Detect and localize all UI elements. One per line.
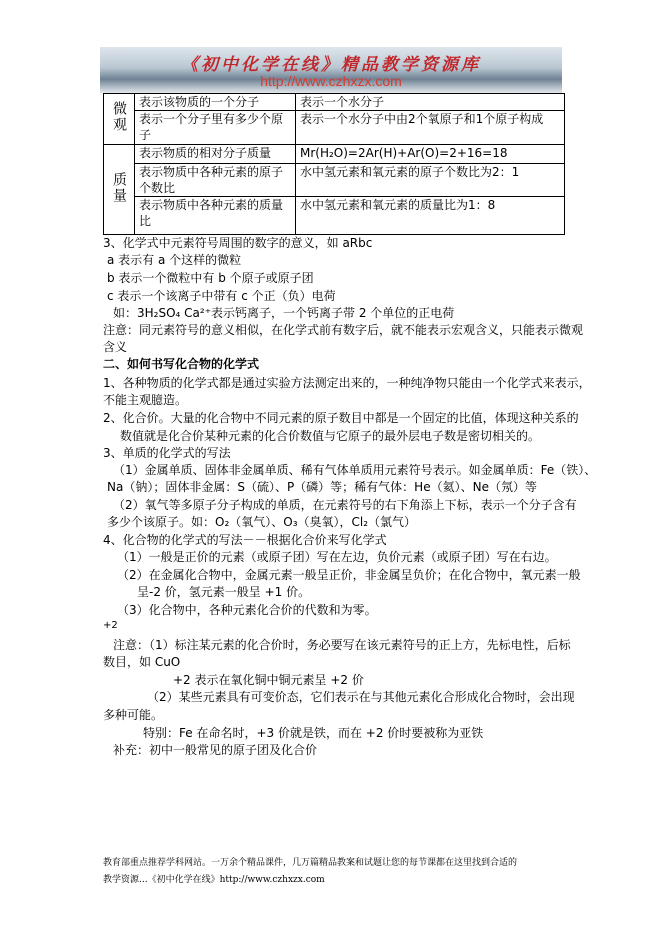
- text-line: （1）一般是正价的元素（或原子团）写在左边，负价元素（或原子团）写在右边。: [117, 550, 557, 564]
- text-line: （2）某些元素具有可变价态，它们表示在与其他元素化合形成化合物时，会出现: [147, 690, 575, 704]
- text-line: 特别：Fe 在命名时，+3 价就是铁，而在 +2 价时要被称为亚铁: [143, 726, 484, 740]
- table-cell: 表示物质中各种元素的原子个数比: [135, 164, 296, 197]
- text-line: +2: [103, 620, 118, 631]
- table-cell: 表示一个水分子: [296, 94, 565, 111]
- text-line: （3）化合物中，各种元素化合价的代数和为零。: [117, 603, 377, 617]
- text-line: 3、单质的化学式的写法: [103, 446, 231, 460]
- meaning-table: [103, 93, 565, 235]
- text-line: 1、各种物质的化学式都是通过实验方法测定出来的，一种纯净物只能由一个化学式来表示，: [103, 376, 591, 390]
- text-line: 3、化学式中元素符号周围的数字的意义，如 aRbc: [103, 236, 373, 250]
- text-line: （2）在金属化合物中，金属元素一般呈正价，非金属呈负价；在化合物中，氧元素一般: [117, 568, 581, 582]
- text-line: 数值就是化合价某种元素的化合价数值与它原子的最外层电子数是密切相关的。: [120, 429, 541, 443]
- table-cell: 表示该物质的一个分子: [135, 94, 296, 111]
- text-line: 补充：初中一般常见的原子团及化合价: [113, 743, 318, 757]
- table-cell: 表示一个水分子中由2个氧原子和1个原子构成: [296, 111, 565, 145]
- table-cell: 表示物质中各种元素的质量比: [135, 197, 296, 235]
- table-cell: 水中氢元素和氧元素的原子个数比为2：1: [296, 164, 565, 197]
- text-line: （1）金属单质、固体非金属单质、稀有气体单质用元素符号表示。如金属单质：Fe（铁）、: [113, 463, 597, 477]
- text-line: 不能主观臆造。: [103, 393, 188, 407]
- text-line: 多少个该原子。如：O₂（氧气）、O₃（臭氧），Cl₂（氯气）: [107, 515, 417, 529]
- table-cell: 表示一个分子里有多少个原子: [135, 111, 296, 145]
- text-line: b 表示一个微粒中有 b 个原子或原子团: [107, 271, 314, 285]
- text-line: （2）氧气等多原子分子构成的单质，在元素符号的右下角添上下标，表示一个分子含有: [113, 498, 577, 512]
- group-label: [104, 145, 135, 235]
- footer-line: 教育部重点推荐学科网站。一万余个精品课件，几万篇精品教案和试题让您的每节课都在这里找到合适的: [103, 858, 518, 868]
- text-line: +2 表示在氧化铜中铜元素呈 +2 价: [173, 673, 364, 687]
- table-cell: Mr(H₂O)=2Ar(H)+Ar(O)=2+16=18: [296, 145, 565, 164]
- text-line: c 表示一个该离子中带有 c 个正（负）电荷: [107, 289, 336, 303]
- banner-url[interactable]: http://www.czhxzx.com: [260, 73, 402, 89]
- text-line: 4、化合物的化学式的写法－－根据化合价来写化学式: [103, 533, 387, 547]
- table-cell: 表示物质的相对分子质量: [135, 145, 296, 164]
- site-banner: [100, 47, 562, 93]
- text-line: 含义: [103, 340, 128, 354]
- table-row: [104, 197, 565, 235]
- table-cell: 水中氢元素和氧元素的质量比为1：8: [296, 197, 565, 235]
- table-row: [104, 145, 565, 164]
- table-row: [104, 94, 565, 111]
- section-heading: 二、如何书写化合物的化学式: [103, 357, 260, 371]
- table-row: [104, 111, 565, 145]
- text-line: 2、化合价。大量的化合物中不同元素的原子数目中都是一个固定的比值，体现这种关系的: [103, 411, 579, 425]
- text-line: 注意：（1）标注某元素的化合价时，务必要写在该元素符号的正上方，先标电性，后标: [113, 638, 571, 652]
- text-line: 如：3H₂SO₄ Ca²⁺表示钙离子，一个钙离子带 2 个单位的正电荷: [113, 306, 455, 320]
- text-line: 多种可能。: [103, 708, 164, 722]
- table-row: [104, 164, 565, 197]
- banner-title: 《初中化学在线》精品教学资源库: [181, 55, 481, 75]
- text-line: a 表示有 a 个这样的微粒: [107, 253, 242, 267]
- group-label: [104, 94, 135, 145]
- footer-line: 教学资源...《初中化学在线》http://www.czhxzx.com: [103, 875, 325, 885]
- group-label-text: 质量: [111, 171, 127, 204]
- group-label-text: 微观: [111, 101, 127, 133]
- text-line: 数目，如 CuO: [103, 655, 181, 669]
- text-line: 呈-2 价，氢元素一般呈 +1 价。: [137, 585, 311, 599]
- text-line: 注意：同元素符号的意义相似，在化学式前有数字后，就不能表示宏观含义，只能表示微观: [103, 323, 584, 337]
- text-line: Na（钠）；固体非金属：S（硫）、P（磷）等；稀有气体：He（氦）、Ne（氖）等: [107, 480, 537, 494]
